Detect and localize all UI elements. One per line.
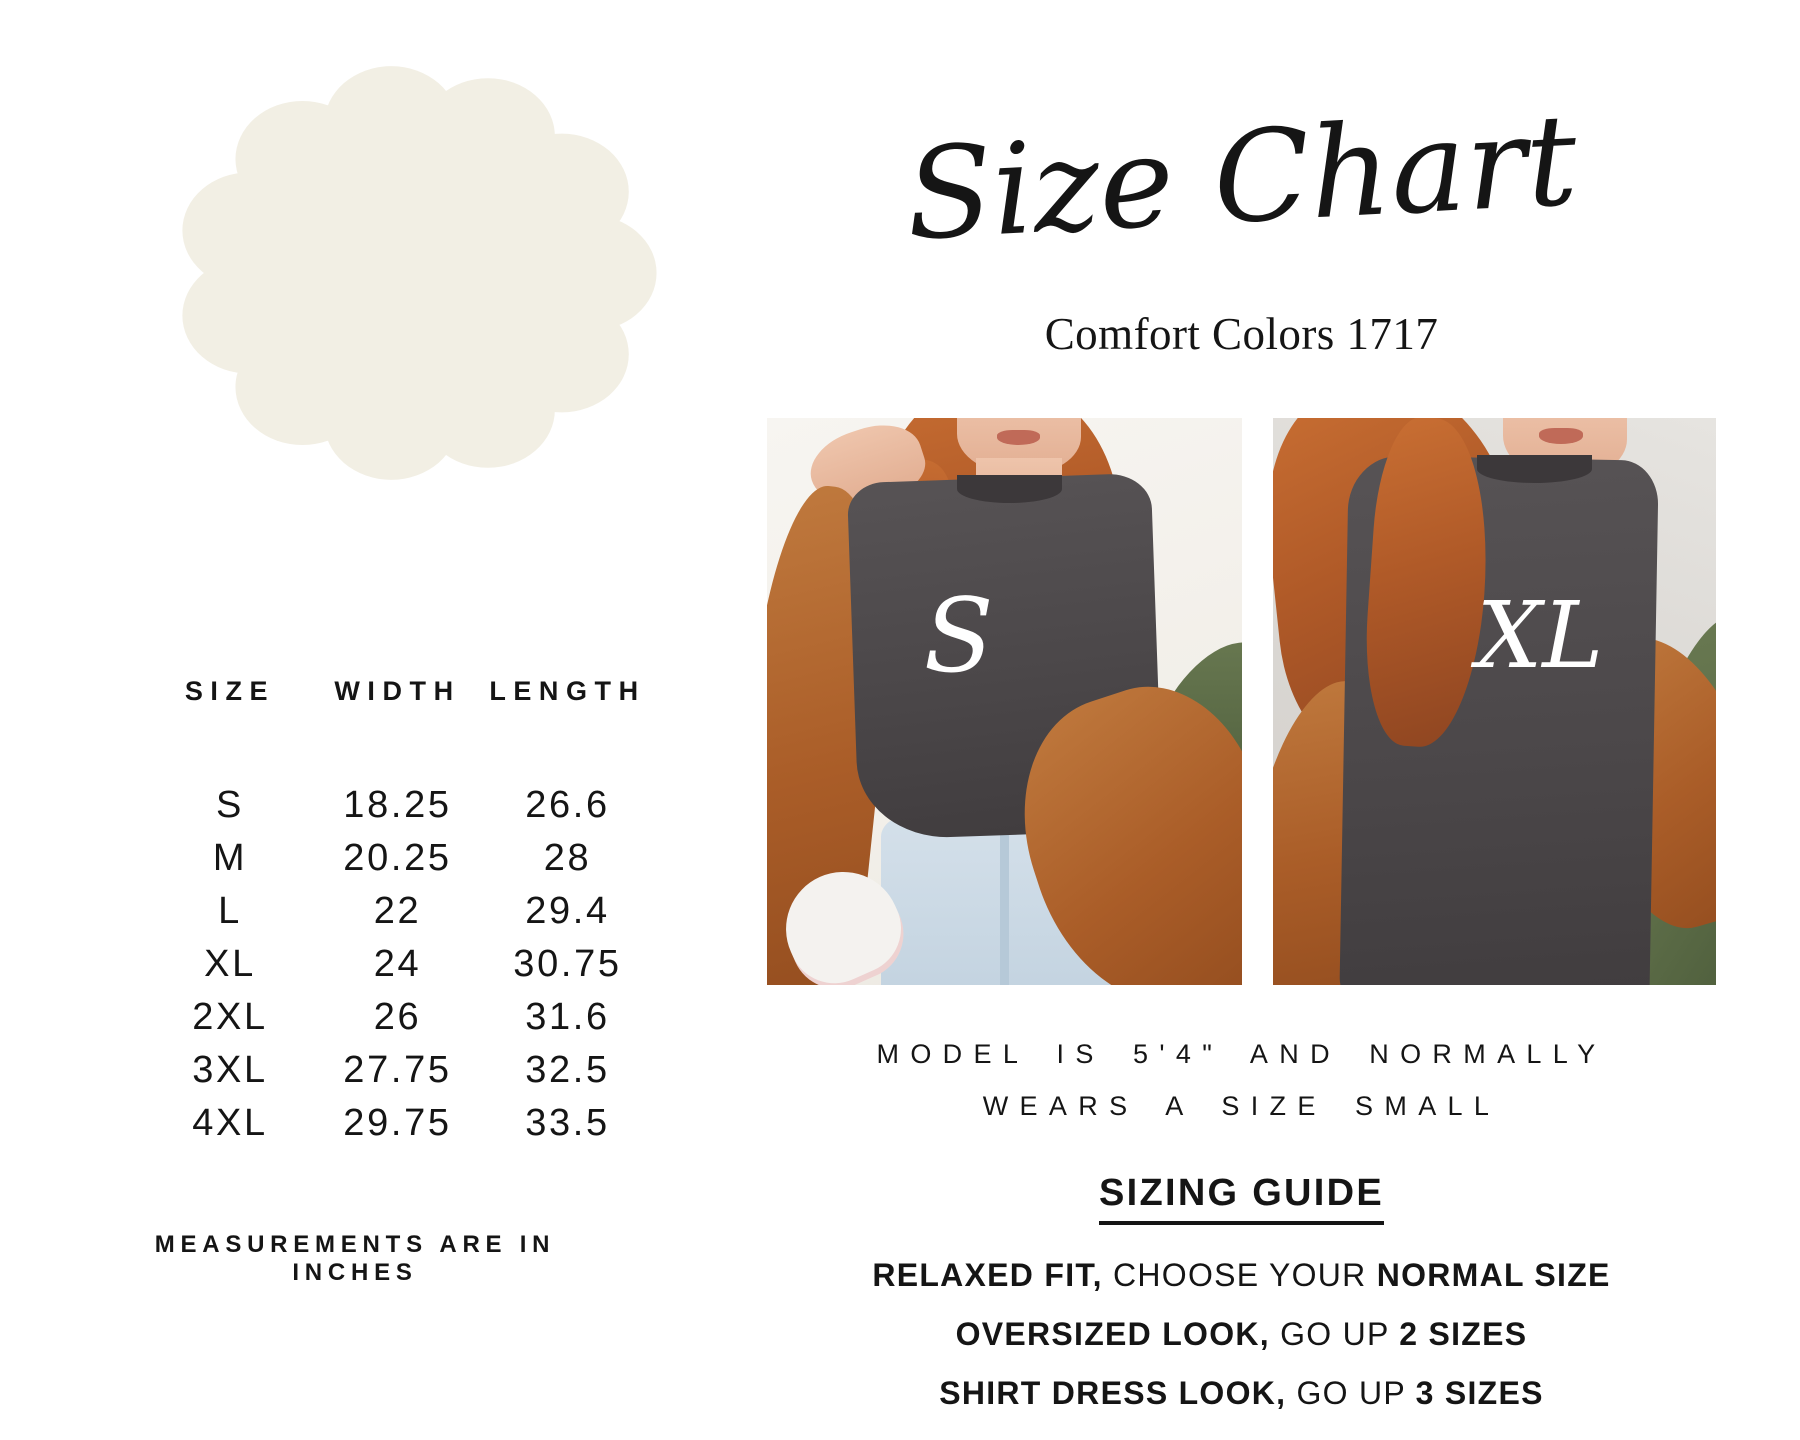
cell-width: 29.75 xyxy=(343,1102,452,1144)
table-row xyxy=(140,938,660,991)
guide-line-lead: SHIRT DRESS LOOK, xyxy=(939,1375,1287,1411)
cell-width: 26 xyxy=(373,996,422,1038)
guide-line-mid: CHOOSE YOUR xyxy=(1102,1257,1377,1293)
page-subtitle: Comfort Colors 1717 xyxy=(1044,309,1439,359)
cell-size: M xyxy=(212,837,248,879)
sizing-guide-line xyxy=(767,1305,1716,1364)
model-caption-line2: WEARS A SIZE SMALL xyxy=(982,1091,1501,1121)
table-row xyxy=(140,1097,660,1150)
cell-width: 18.25 xyxy=(343,784,452,826)
header-size: SIZE xyxy=(184,676,276,706)
collar-shape xyxy=(1477,455,1592,483)
cell-length: 26.6 xyxy=(525,784,610,826)
cell-length: 28 xyxy=(543,837,592,879)
size-table xyxy=(140,676,660,1150)
cell-size: L xyxy=(218,890,242,932)
page-title: Size Chart xyxy=(902,86,1581,269)
cell-length: 29.4 xyxy=(525,890,610,932)
guide-line-lead: OVERSIZED LOOK, xyxy=(955,1316,1270,1352)
table-row xyxy=(140,779,660,832)
shirt-size-label-xl: XL xyxy=(1476,582,1604,690)
model-photo-size-xl xyxy=(1273,418,1716,985)
guide-line-lead: RELAXED FIT, xyxy=(872,1257,1103,1293)
cell-width: 27.75 xyxy=(343,1049,452,1091)
measurements-note: MEASUREMENTS ARE IN INCHES xyxy=(154,1231,556,1286)
sizing-guide-line xyxy=(767,1364,1716,1423)
header-length: LENGTH xyxy=(489,676,646,706)
cell-length: 33.5 xyxy=(525,1102,610,1144)
guide-line-tail: 3 SIZES xyxy=(1415,1375,1544,1411)
model-caption-line1: MODEL IS 5'4" AND NORMALLY xyxy=(876,1039,1607,1069)
guide-line-tail: NORMAL SIZE xyxy=(1376,1257,1611,1293)
sizing-guide-heading: SIZING GUIDE xyxy=(1099,1172,1384,1225)
cell-width: 22 xyxy=(373,890,422,932)
table-row xyxy=(140,885,660,938)
model-photo-size-s xyxy=(767,418,1242,985)
scallop-blob-shape xyxy=(168,58,664,488)
shirt-size-label-s: S xyxy=(923,576,994,696)
table-row xyxy=(140,991,660,1044)
cell-length: 30.75 xyxy=(513,943,622,985)
cell-size: 3XL xyxy=(192,1049,268,1091)
cell-width: 20.25 xyxy=(343,837,452,879)
table-row xyxy=(140,1044,660,1097)
cell-length: 31.6 xyxy=(525,996,610,1038)
lips-shape xyxy=(1539,428,1583,444)
collar-shape xyxy=(957,475,1062,503)
cell-size: S xyxy=(215,784,244,826)
cell-size: 4XL xyxy=(192,1102,268,1144)
guide-line-tail: 2 SIZES xyxy=(1399,1316,1528,1352)
guide-line-mid: GO UP xyxy=(1286,1375,1416,1411)
jeans-seam-shape xyxy=(1000,826,1010,985)
cell-size: XL xyxy=(204,943,256,985)
guide-line-mid: GO UP xyxy=(1269,1316,1400,1352)
sizing-guide-line xyxy=(767,1246,1716,1305)
table-row xyxy=(140,832,660,885)
sizing-guide-lines xyxy=(767,1246,1716,1423)
cell-length: 32.5 xyxy=(525,1049,610,1091)
model-caption xyxy=(767,1028,1716,1132)
cell-width: 24 xyxy=(373,943,422,985)
size-table-header xyxy=(140,676,660,707)
header-width: WIDTH xyxy=(334,676,461,706)
cell-size: 2XL xyxy=(192,996,268,1038)
